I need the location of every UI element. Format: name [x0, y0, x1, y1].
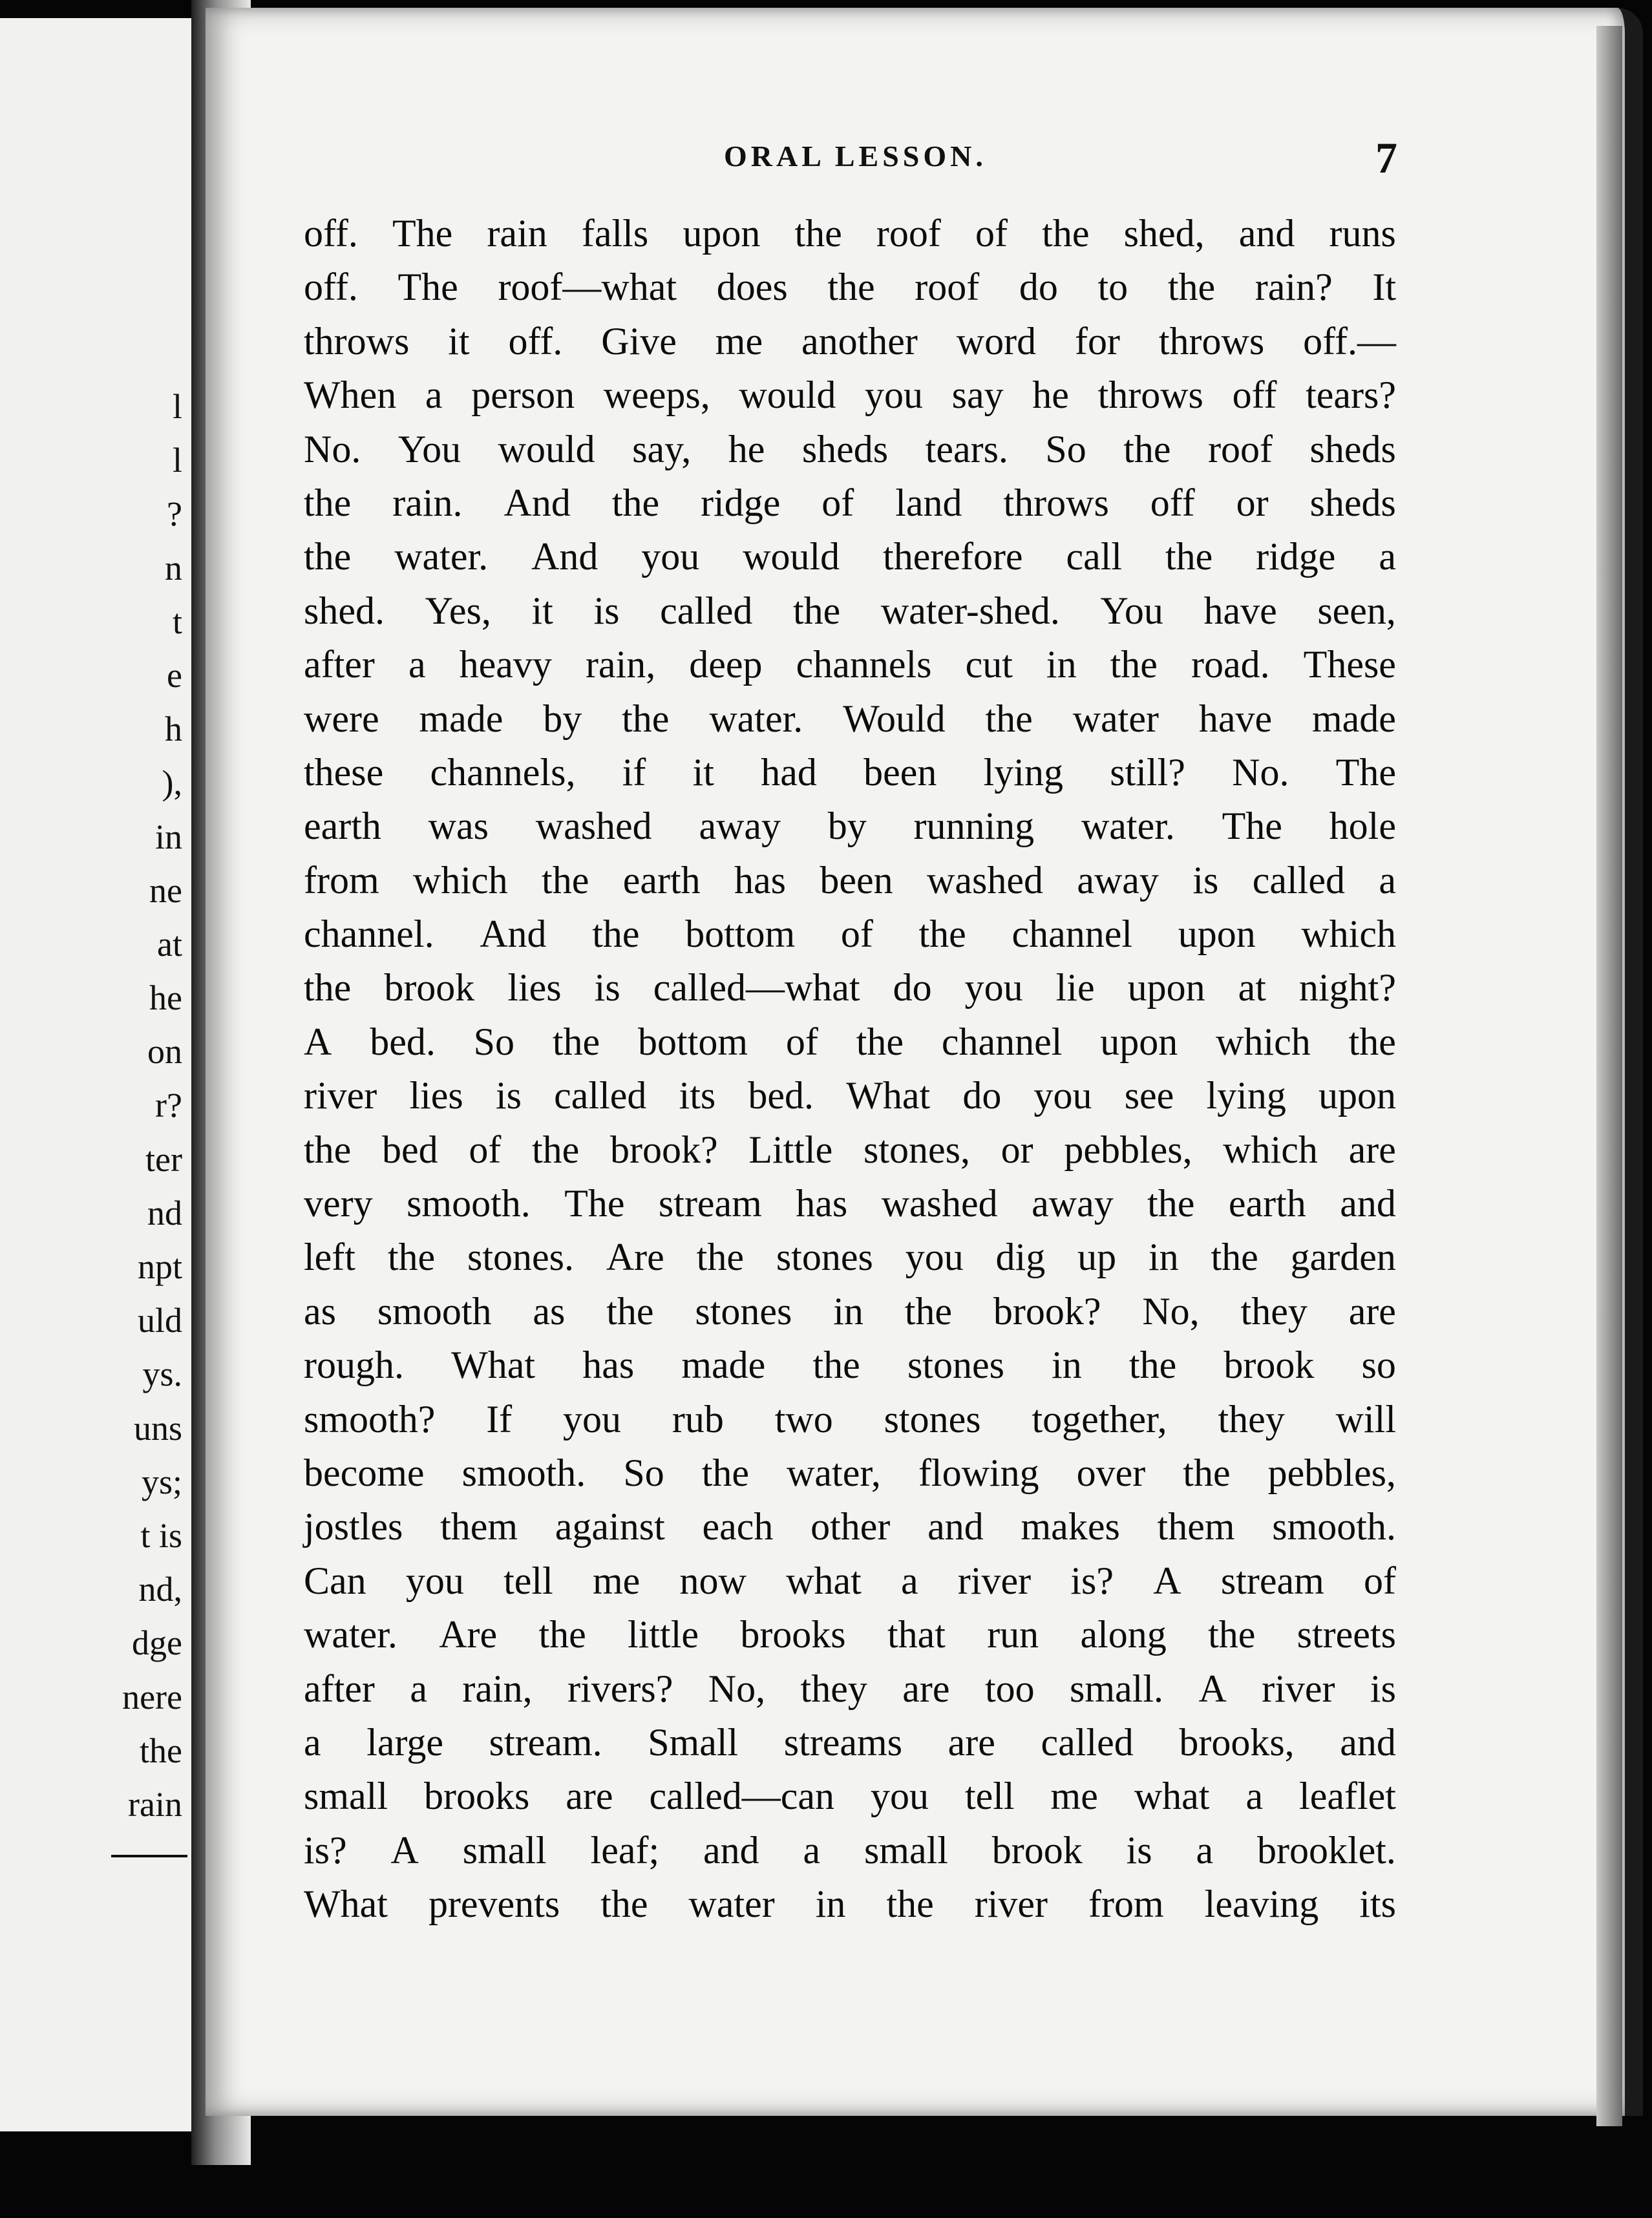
- facing-page-fragment: l: [172, 387, 182, 426]
- text-line: When a person weeps, would you say he throws off tears?: [304, 374, 1396, 417]
- page-edge: [1596, 26, 1622, 2126]
- page-number: 7: [1375, 133, 1397, 182]
- facing-page-fragment: he: [149, 978, 182, 1018]
- text-line: smooth? If you rub two stones together, they will: [304, 1397, 1396, 1441]
- text-line: the brook lies is called—what do you lie upon at night?: [304, 966, 1396, 1009]
- facing-page-fragment: uld: [137, 1301, 182, 1340]
- facing-page-fragment: in: [154, 817, 182, 856]
- facing-page-rule: [111, 1855, 187, 1857]
- facing-page-fragment: ?: [167, 494, 182, 534]
- facing-page-fragment: dge: [132, 1623, 182, 1663]
- text-line: left the stones. Are the stones you dig up in the garden: [304, 1236, 1396, 1279]
- text-line: very smooth. The stream has washed away the earth and: [304, 1182, 1396, 1225]
- facing-page-fragment: on: [147, 1032, 182, 1072]
- facing-page-fragment: h: [165, 710, 182, 749]
- text-line: off. The roof—what does the roof do to the rain? It: [304, 266, 1396, 309]
- text-line: were made by the water. Would the water have made: [304, 697, 1396, 740]
- text-line: earth was washed away by running water. The hole: [304, 805, 1396, 848]
- text-line: jostles them against each other and makes them smooth.: [304, 1505, 1396, 1548]
- facing-page-fragment: nd: [147, 1193, 182, 1232]
- text-line: these channels, if it had been lying still? No. The: [304, 750, 1396, 794]
- facing-page-fragment: rain: [128, 1784, 182, 1824]
- text-line: off. The rain falls upon the roof of the shed, and runs: [304, 212, 1396, 255]
- facing-page-fragment: ys;: [141, 1462, 182, 1501]
- text-line: is? A small leaf; and a small brook is a brooklet.: [304, 1828, 1396, 1872]
- text-line: the water. And you would therefore call the ridge a: [304, 535, 1396, 578]
- text-line: a large stream. Small streams are called brooks, and: [304, 1720, 1396, 1764]
- facing-page-fragment: at: [157, 924, 182, 964]
- text-line: A bed. So the bottom of the channel upon which the: [304, 1020, 1396, 1063]
- facing-page-fragment: ),: [162, 763, 182, 803]
- facing-page: [0, 18, 201, 2131]
- text-line: the bed of the brook? Little stones, or pebbles, which are: [304, 1128, 1396, 1171]
- facing-page-fragment: ter: [145, 1139, 182, 1179]
- facing-page-fragment: e: [167, 655, 182, 695]
- facing-page-fragment: l: [172, 441, 182, 480]
- facing-page-fragment: nd,: [138, 1570, 182, 1609]
- facing-page-fragment: uns: [133, 1408, 182, 1448]
- text-line: as smooth as the stones in the brook? No, they are: [304, 1289, 1396, 1333]
- facing-page-fragment: nere: [122, 1677, 182, 1716]
- facing-page-fragment: t is: [140, 1516, 182, 1555]
- facing-page-fragment: the: [140, 1731, 182, 1770]
- text-line: from which the earth has been washed away is called a: [304, 858, 1396, 902]
- text-line: the rain. And the ridge of land throws off or sheds: [304, 481, 1396, 524]
- text-line: shed. Yes, it is called the water-shed. You have seen,: [304, 589, 1396, 632]
- facing-page-fragment: npt: [137, 1247, 182, 1286]
- text-line: become smooth. So the water, flowing over the pebbles,: [304, 1451, 1396, 1494]
- facing-page-text-fragments: [0, 380, 187, 1857]
- text-line: water. Are the little brooks that run along the streets: [304, 1613, 1396, 1656]
- text-line: No. You would say, he sheds tears. So the roof sheds: [304, 427, 1396, 470]
- facing-page-fragment: ne: [149, 871, 182, 910]
- text-line: throws it off. Give me another word for throws off.—: [304, 319, 1396, 363]
- facing-page-fragment: ys.: [142, 1355, 182, 1394]
- text-line: Can you tell me now what a river is? A stream of: [304, 1559, 1396, 1602]
- text-line: small brooks are called—can you tell me what a leaflet: [304, 1775, 1396, 1818]
- text-line: after a rain, rivers? No, they are too small. A river is: [304, 1667, 1396, 1710]
- text-line: river lies is called its bed. What do you see lying upon: [304, 1074, 1396, 1117]
- text-line: channel. And the bottom of the channel upon which: [304, 913, 1396, 956]
- body-text: [304, 207, 1396, 1932]
- facing-page-fragment: n: [165, 548, 182, 587]
- text-line: What prevents the water in the river from leaving its: [304, 1883, 1396, 1926]
- text-line: after a heavy rain, deep channels cut in the road. These: [304, 643, 1396, 686]
- facing-page-fragment: r?: [155, 1086, 182, 1125]
- text-line: rough. What has made the stones in the brook so: [304, 1344, 1396, 1387]
- facing-page-fragment: t: [172, 602, 182, 641]
- running-header: ORAL LESSON.: [724, 140, 987, 173]
